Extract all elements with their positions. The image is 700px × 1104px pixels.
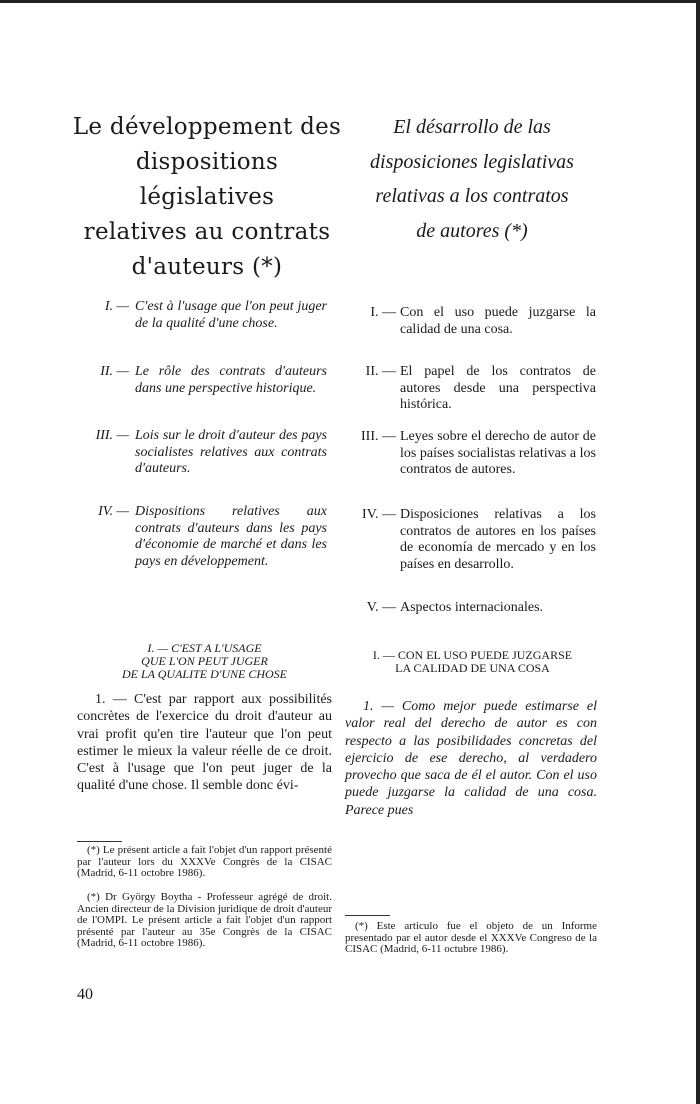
footnote-rule-es (345, 915, 390, 916)
toc-number: V. — (366, 600, 396, 615)
toc-text: Leyes sobre el derecho de autor de los países socialistas relativas a los contratos de autores. (400, 429, 596, 477)
top-border (0, 0, 700, 3)
title-es-line: relativas a los contratos (375, 185, 569, 207)
toc-text: Lois sur le droit d'auteur des pays socialistes relatives aux contrats d'auteurs. (135, 428, 327, 476)
title-es-line: de autores (*) (416, 219, 528, 242)
heading-line: LA CALIDAD DE UNA COSA (395, 661, 550, 675)
paragraph-fr: 1. — C'est par rapport aux possibilités concrètes de l'exercice du droit d'auteur au vrai profit qu'en tire l'auteur que l'on peut estimer le mieux la valeur réelle de ce droit. C'est à l'usage que l'on peut juger de la qualité d'une chose. Il semble donc évi- (77, 692, 332, 794)
toc-number: I. — (104, 299, 129, 314)
section-heading-es (345, 649, 600, 675)
footnote-es: (*) Este articulo fue el objeto de un Informe presentado par el autor desde el XXXVe Congreso de la CISAC (Madrid, 6-11 octubre 1986). (345, 920, 597, 956)
paragraph-es: 1. — Como mejor puede estimarse el valor real del derecho de autor es con respecto a las posibilidades concretas del ejercicio de ese derecho, al verdadero provecho que saca de él el autor. Con el uso puede juzgarse la calidad de una cosa. Parece pues (345, 699, 597, 818)
page-number: 40 (77, 986, 93, 1003)
right-border (696, 0, 700, 1104)
title-fr-line: relatives au contrats (83, 219, 331, 245)
toc-text: El papel de los contratos de autores desde una perspectiva histórica. (400, 364, 596, 412)
toc-text: C'est à l'usage que l'on peut juger de la qualité d'une chose. (135, 299, 327, 331)
title-fr-line: dispositions législatives (135, 149, 279, 210)
toc-text: Aspectos internacionales. (400, 600, 544, 615)
heading-line: I. — C'EST A L'USAGE (147, 641, 262, 655)
section-heading-fr (82, 642, 327, 681)
heading-line: I. — CON EL USO PUEDE JUZGARSE (372, 648, 573, 662)
title-es-line: El désarrollo de las (393, 116, 551, 138)
toc-number: IV. — (98, 504, 129, 519)
heading-line: DE LA QUALITE D'UNE CHOSE (121, 667, 288, 681)
toc-number: II. — (365, 364, 396, 379)
toc-text: Disposiciones relativas a los contratos de autores en los países de economía de mercado y en los países en desarrollo. (400, 507, 596, 572)
footnote-fr: (*) Le présent article a fait l'objet d'un rapport présenté par l'auteur lors du XXXVe Congrès de la CISAC (Madrid, 6-11 octobre 1986). (77, 844, 332, 880)
title-spanish (352, 110, 592, 248)
footnote-fr: (*) Dr György Boytha - Professeur agrégé de droit. Ancien directeur de la Division juridique de droit d'auteur de l'OMPI. Le présent article a fait l'objet d'un rapport présenté par l'auteur au 35e Congrès de la CISAC (Madrid, 6-11 octobre 1986). (77, 891, 332, 950)
toc-text: Dispositions relatives aux contrats d'auteurs dans les pays d'économie de marché et dans les pays en développement. (135, 504, 327, 569)
toc-number: IV. — (362, 507, 396, 522)
toc-number: III. — (95, 428, 129, 443)
title-french (72, 110, 342, 285)
title-fr-line: d'auteurs (*) (131, 254, 283, 280)
toc-number: II. — (100, 364, 129, 379)
toc-number: I. — (370, 305, 396, 320)
toc-text: Le rôle des contrats d'auteurs dans une perspective historique. (135, 364, 327, 396)
title-es-line: disposiciones legislativas (370, 150, 574, 173)
footnote-rule-fr (77, 841, 122, 842)
title-fr-line: Le développement des (72, 114, 342, 140)
toc-number: III. — (361, 429, 396, 444)
toc-text: Con el uso puede juzgarse la calidad de una cosa. (400, 305, 596, 337)
heading-line: QUE L'ON PEUT JUGER (141, 654, 268, 668)
